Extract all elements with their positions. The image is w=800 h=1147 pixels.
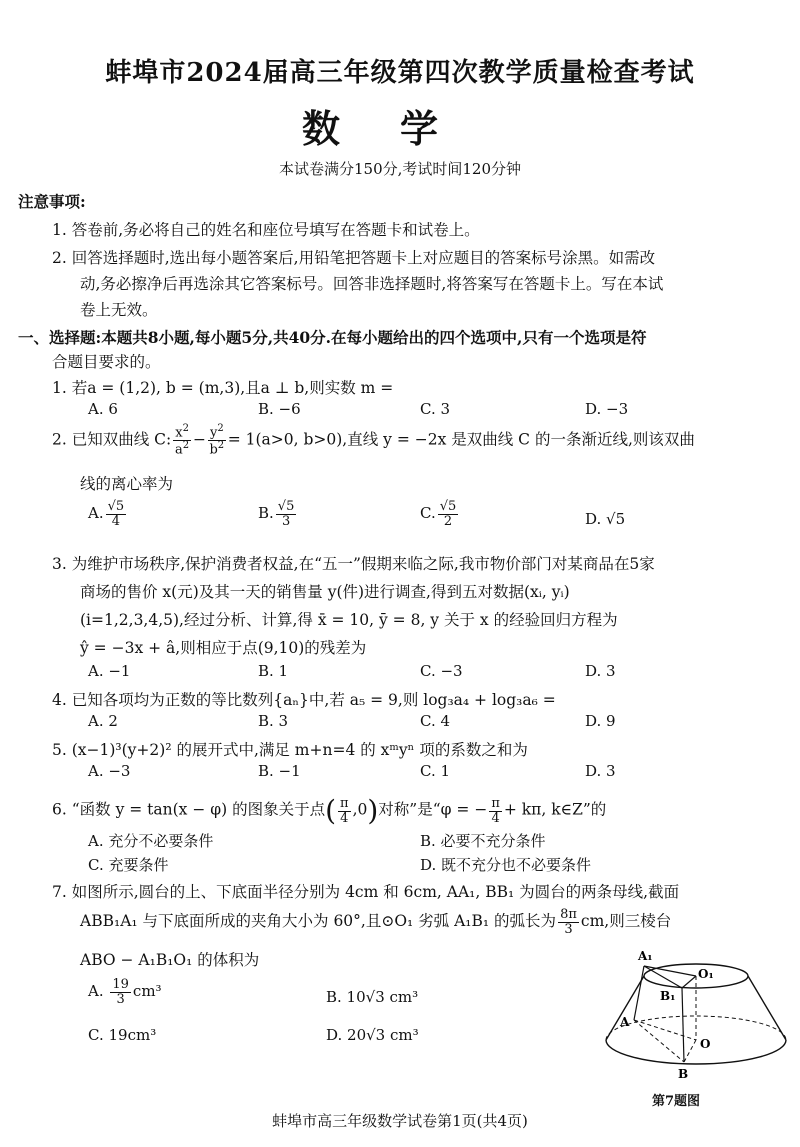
q5-option-b: B. −1 (258, 762, 301, 780)
q6-option-a: A. 充分不必要条件 (88, 832, 214, 850)
question-2-stem-cont: 线的离心率为 (80, 475, 174, 493)
section-heading: 一、选择题:本题共8小题,每小题5分,共40分.在每小题给出的四个选项中,只有一个选项是符 (18, 328, 647, 347)
q5-option-a: A. −3 (88, 762, 131, 780)
q2-option-a-label: A. (88, 504, 104, 522)
notice-line: 1. 答卷前,务必将自己的姓名和座位号填写在答题卡和试卷上。 (52, 221, 480, 239)
q6-stem-a: 6. “函数 y = tan(x − φ) 的图象关于点 (52, 800, 326, 819)
notice-heading: 注意事项: (18, 192, 86, 211)
q2-option-d: D. √5 (585, 510, 626, 528)
q3-option-a: A. −1 (88, 662, 131, 680)
q6-option-b: B. 必要不充分条件 (420, 832, 546, 850)
q4-option-a: A. 2 (88, 712, 118, 730)
q1-option-b: B. −6 (258, 400, 301, 418)
frac-y2-b2: $\frac{y^2}{b^2}$ (209, 423, 225, 458)
question-2-stem: 2. 已知双曲线 C: $\frac{x^2}{a^2}$ − $\frac{y^2}{b^2}$ = 1(a>0, b>0),直线 y = −2x 是双曲线 C 的一条渐近线,则该双曲 (52, 423, 695, 458)
question-7-line: ABB₁A₁ 与下底面所成的夹角大小为 60°,且⊙O₁ 劣弧 A₁B₁ 的弧长为 $\frac{8\pi}{3}$ cm,则三棱台 (80, 907, 672, 937)
q2-option-b: B. $\frac{√5}{3}$ (258, 499, 295, 529)
q2-option-c-label: C. (420, 504, 436, 522)
label-a1: A₁ (638, 949, 653, 963)
q7-option-c: C. 19cm³ (88, 1026, 157, 1044)
q4-option-b: B. 3 (258, 712, 289, 730)
q7-option-d: D. 20√3 cm³ (326, 1026, 419, 1044)
q6-stem-b: 对称”是“φ = − (378, 800, 488, 819)
edge-bo (684, 1040, 696, 1062)
label-a: A (620, 1015, 630, 1029)
question-3-line: ŷ = −3x + â,则相应于点(9,10)的残差为 (80, 639, 367, 657)
question-3-line: (i=1,2,3,4,5),经过分析、计算,得 x̄ = 10, ȳ = 8, y 关于 x 的经验回归方程为 (80, 611, 618, 629)
label-o1: O₁ (698, 967, 714, 981)
q3-option-d: D. 3 (585, 662, 616, 680)
notice-line: 卷上无效。 (80, 301, 158, 319)
q2-stem-b: (a>0, b>0),直线 y = −2x 是双曲线 C 的一条渐近线,则该双曲 (255, 430, 695, 449)
q5-option-d: D. 3 (585, 762, 616, 780)
q1-option-d: D. −3 (585, 400, 629, 418)
q4-option-c: C. 4 (420, 712, 451, 730)
question-1-stem: 1. 若a = (1,2), b = (m,3),且a ⊥ b,则实数 m = (52, 379, 394, 397)
edge-ab (634, 1020, 684, 1062)
q2-option-c: C. $\frac{√5}{2}$ (420, 499, 457, 529)
q2-option-a: A. $\frac{√5}{4}$ (88, 499, 125, 529)
q6-option-c: C. 充要条件 (88, 856, 169, 874)
figure-caption: 第7题图 (652, 1094, 701, 1109)
subject-title: 数学 (301, 106, 498, 151)
label-b1: B₁ (660, 989, 676, 1003)
exam-title: 蚌埠市2024届高三年级第四次教学质量检查考试 (105, 58, 695, 88)
notice-line: 2. 回答选择题时,选出每小题答案后,用铅笔把答题卡上对应题目的答案标号涂黑。如需改 (52, 249, 656, 267)
q4-option-d: D. 9 (585, 712, 616, 730)
question-7-line: ABO − A₁B₁O₁ 的体积为 (80, 951, 260, 969)
left-generatrix (606, 976, 644, 1040)
edge-a1a (634, 966, 644, 1020)
edge-b1o1 (682, 976, 696, 988)
q2-option-b-label: B. (258, 504, 274, 522)
right-generatrix (748, 976, 786, 1040)
question-5-stem: 5. (x−1)³(y+2)² 的展开式中,满足 m+n=4 的 xᵐyⁿ 项的系数之和为 (52, 741, 528, 759)
q7-option-b: B. 10√3 cm³ (326, 988, 419, 1006)
q1-option-c: C. 3 (420, 400, 451, 418)
question-7-line: 7. 如图所示,圆台的上、下底面半径分别为 4cm 和 6cm, AA₁, BB₁ 为圆台的两条母线,截面 (52, 883, 680, 901)
page-footer: 蚌埠市高三年级数学试卷第1页(共4页) (272, 1112, 528, 1130)
label-b: B (678, 1067, 689, 1081)
notice-line: 动,务必擦净后再选涂其它答案标号。回答非选择题时,将答案写在答题卡上。写在本试 (80, 275, 664, 293)
question-3-line: 商场的售价 x(元)及其一天的销售量 y(件)进行调查,得到五对数据(xᵢ, yᵢ) (80, 583, 570, 601)
q6-stem-c: + kπ, k∈Z”的 (503, 800, 607, 819)
exam-meta: 本试卷满分150分,考试时间120分钟 (278, 160, 522, 178)
question-3-line: 3. 为维护市场秩序,保护消费者权益,在“五一”假期来临之际,我市物价部门对某商品在5家 (52, 555, 655, 573)
q2-stem-a: 2. 已知双曲线 C: (52, 430, 172, 449)
q7-line2-tail: cm,则三棱台 (580, 912, 672, 930)
label-o: O (700, 1037, 711, 1051)
q7-option-a-unit: cm³ (132, 982, 162, 1000)
bottom-ellipse-front (606, 1040, 786, 1064)
q1-option-a: A. 6 (88, 400, 118, 418)
question-6-stem: 6. “函数 y = tan(x − φ) 的图象关于点( $\frac{\pi}{4}$ ,0)对称”是“φ = − $\frac{\pi}{4}$ + kπ, k∈Z”的 (52, 794, 607, 827)
frac-x2-a2: $\frac{x^2}{a^2}$ (175, 423, 190, 458)
frustum-figure (598, 948, 788, 1093)
q3-option-c: C. −3 (420, 662, 463, 680)
q3-option-b: B. 1 (258, 662, 289, 680)
edge-b1b (682, 988, 684, 1062)
q7-line2-head: ABB₁A₁ 与下底面所成的夹角大小为 60°,且⊙O₁ 劣弧 A₁B₁ 的弧长为 (80, 912, 557, 930)
question-4-stem: 4. 已知各项均为正数的等比数列{aₙ}中,若 a₅ = 9,则 log₃a₄ + log₃a₆ = (52, 691, 556, 709)
section-heading-cont: 合题目要求的。 (52, 353, 161, 371)
edge-ao (634, 1020, 696, 1040)
q6-option-d: D. 既不充分也不必要条件 (420, 856, 592, 874)
q7-option-a: A. $\frac{19}{3}$ cm³ (88, 977, 162, 1007)
q5-option-c: C. 1 (420, 762, 451, 780)
